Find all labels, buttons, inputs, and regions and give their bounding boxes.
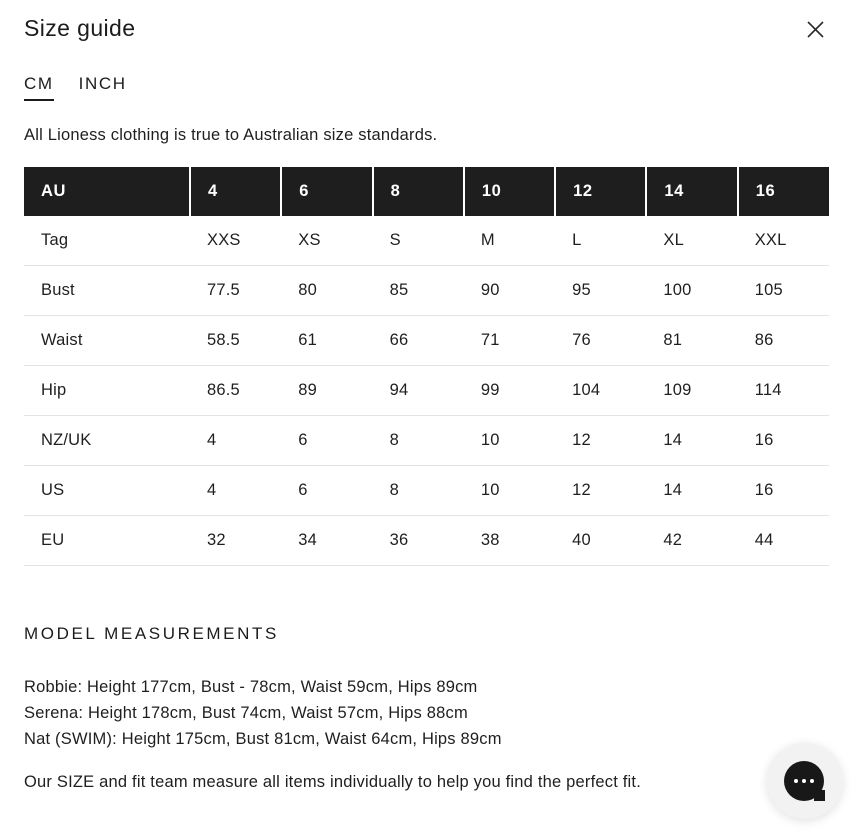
size-table (24, 167, 829, 566)
table-cell: 86.5 (190, 366, 281, 416)
model-measurement-line: Serena: Height 178cm, Bust 74cm, Waist 57cm, Hips 88cm (24, 704, 468, 722)
row-label-cell: US (24, 466, 190, 516)
table-cell: 89 (281, 366, 372, 416)
table-cell: 10 (464, 466, 555, 516)
chat-launcher-button[interactable] (767, 743, 843, 819)
table-row (24, 266, 829, 316)
table-header-cell: AU (24, 167, 190, 216)
row-label-cell: Hip (24, 366, 190, 416)
row-label-cell: EU (24, 516, 190, 566)
table-row (24, 366, 829, 416)
table-header-cell: 14 (646, 167, 737, 216)
table-cell: 6 (281, 466, 372, 516)
table-cell: 77.5 (190, 266, 281, 316)
row-label-cell: NZ/UK (24, 416, 190, 466)
table-cell: 105 (738, 266, 829, 316)
table-row (24, 466, 829, 516)
table-cell: 16 (738, 466, 829, 516)
table-cell: 114 (738, 366, 829, 416)
table-cell: 58.5 (190, 316, 281, 366)
table-cell: 4 (190, 466, 281, 516)
table-cell: 32 (190, 516, 281, 566)
table-cell: 61 (281, 316, 372, 366)
modal-header (24, 14, 829, 43)
close-button[interactable] (802, 16, 829, 43)
table-cell: 44 (738, 516, 829, 566)
close-icon (804, 18, 827, 41)
table-cell: 36 (373, 516, 464, 566)
table-cell: 14 (646, 416, 737, 466)
table-cell: 85 (373, 266, 464, 316)
table-cell: XS (281, 216, 372, 266)
table-cell: 8 (373, 466, 464, 516)
table-cell: 80 (281, 266, 372, 316)
table-row (24, 416, 829, 466)
table-cell: 86 (738, 316, 829, 366)
table-cell: XXS (190, 216, 281, 266)
table-cell: XL (646, 216, 737, 266)
row-label-cell: Waist (24, 316, 190, 366)
model-measurements-list (24, 674, 829, 752)
table-cell: 99 (464, 366, 555, 416)
row-label-cell: Tag (24, 216, 190, 266)
table-cell: 34 (281, 516, 372, 566)
size-table-body (24, 216, 829, 566)
size-table-head (24, 167, 829, 216)
table-cell: 12 (555, 416, 646, 466)
model-measurements-heading: MODEL MEASUREMENTS (24, 624, 279, 643)
table-header-cell: 12 (555, 167, 646, 216)
table-cell: 38 (464, 516, 555, 566)
model-measurement-line: Nat (SWIM): Height 175cm, Bust 81cm, Waist 64cm, Hips 89cm (24, 730, 502, 748)
table-row (24, 216, 829, 266)
table-cell: 100 (646, 266, 737, 316)
table-cell: 81 (646, 316, 737, 366)
table-cell: 71 (464, 316, 555, 366)
table-cell: 40 (555, 516, 646, 566)
table-cell: 14 (646, 466, 737, 516)
table-row (24, 316, 829, 366)
table-cell: 66 (373, 316, 464, 366)
table-header-cell: 16 (738, 167, 829, 216)
table-cell: 109 (646, 366, 737, 416)
table-header-cell: 6 (281, 167, 372, 216)
tab-inch[interactable]: INCH (79, 74, 127, 101)
table-row (24, 516, 829, 566)
model-measurement-line: Robbie: Height 177cm, Bust - 78cm, Waist 59cm, Hips 89cm (24, 678, 478, 696)
table-cell: 4 (190, 416, 281, 466)
page-title: Size guide (24, 15, 136, 41)
intro-text: All Lioness clothing is true to Australian size standards. (24, 126, 438, 144)
unit-tabs (24, 74, 829, 101)
table-header-cell: 8 (373, 167, 464, 216)
table-cell: 95 (555, 266, 646, 316)
row-label-cell: Bust (24, 266, 190, 316)
table-cell: XXL (738, 216, 829, 266)
table-cell: 12 (555, 466, 646, 516)
table-cell: 6 (281, 416, 372, 466)
table-header-cell: 10 (464, 167, 555, 216)
fit-note: Our SIZE and fit team measure all items individually to help you find the perfect fit. (24, 773, 641, 791)
table-cell: 16 (738, 416, 829, 466)
table-header-cell: 4 (190, 167, 281, 216)
table-cell: 90 (464, 266, 555, 316)
table-cell: L (555, 216, 646, 266)
table-cell: 94 (373, 366, 464, 416)
tab-cm[interactable]: CM (24, 74, 54, 101)
table-header-row (24, 167, 829, 216)
table-cell: 104 (555, 366, 646, 416)
table-cell: 10 (464, 416, 555, 466)
table-cell: S (373, 216, 464, 266)
table-cell: 76 (555, 316, 646, 366)
table-cell: 42 (646, 516, 737, 566)
table-cell: M (464, 216, 555, 266)
chat-bubble-icon (784, 761, 826, 801)
table-cell: 8 (373, 416, 464, 466)
